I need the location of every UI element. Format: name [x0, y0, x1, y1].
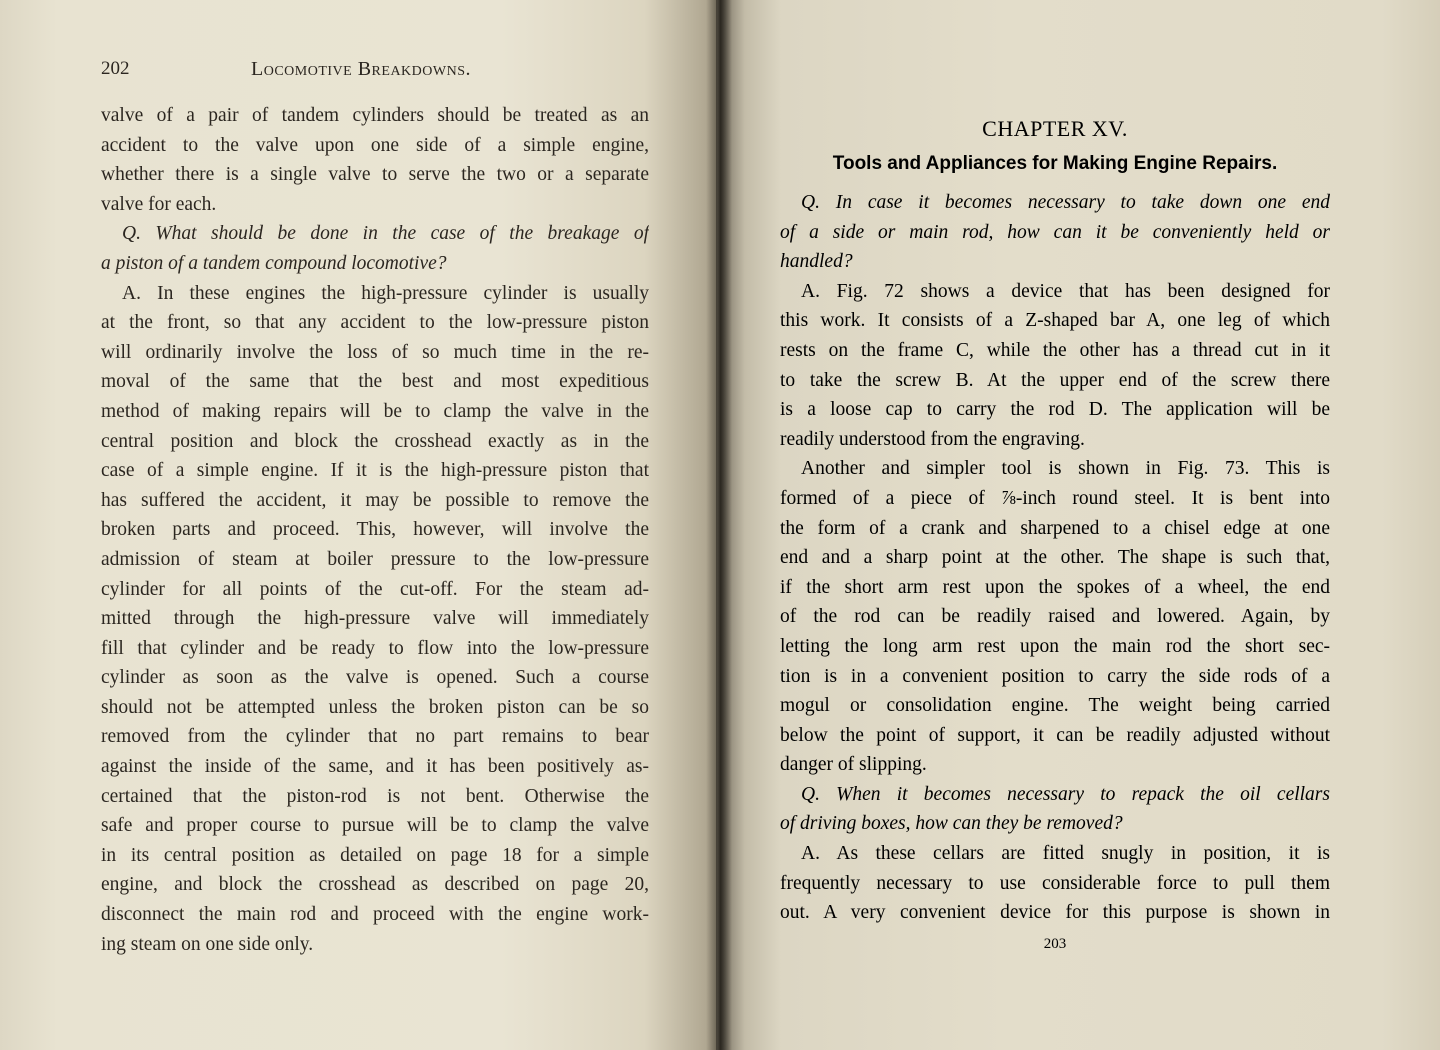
text-line: Q. When it becomes necessary to repack the oil cellars — [801, 783, 1330, 805]
text-line: has suffered the accident, it may be possible to remove the — [101, 489, 649, 511]
text-line: handled? — [780, 251, 853, 273]
text-line: case of a simple engine. If it is the high-pressure piston that — [101, 460, 649, 482]
text-line: mogul or consolidation engine. The weight being carried — [780, 695, 1330, 717]
running-head: Locomotive Breakdowns. — [251, 58, 471, 80]
text-line: A. Fig. 72 shows a device that has been designed for — [801, 280, 1330, 302]
text-line: should not be attempted unless the broken piston can be so — [101, 696, 649, 718]
text-line: formed of a piece of ⅞-inch round steel. It is bent into — [780, 487, 1330, 509]
text-line: end and a sharp point at the other. The shape is such that, — [780, 547, 1330, 569]
text-line: frequently necessary to use considerable force to pull them — [780, 872, 1330, 894]
text-line: Another and simpler tool is shown in Fig. 73. This is — [801, 458, 1330, 480]
text-line: letting the long arm rest upon the main rod the short sec- — [780, 635, 1330, 657]
text-line: fill that cylinder and be ready to flow into the low-pressure — [101, 637, 649, 659]
text-line: central position and block the crosshead exactly as in the — [101, 430, 649, 452]
text-line: is a loose cap to carry the rod D. The application will be — [780, 399, 1330, 421]
text-line: against the inside of the same, and it has been positively as- — [101, 756, 649, 778]
right-page-number: 203 — [1043, 936, 1067, 952]
text-line: tion is in a convenient position to carry the side rods of a — [780, 665, 1330, 687]
text-line: admission of steam at boiler pressure to the low-pressure — [101, 548, 649, 570]
text-line: at the front, so that any accident to the low-pressure piston — [101, 312, 649, 334]
text-line: valve for each. — [101, 193, 217, 215]
text-line: certained that the piston-rod is not bent. Otherwise the — [101, 785, 649, 807]
left-page-number: 202 — [101, 58, 130, 79]
text-line: of driving boxes, how can they be removed? — [780, 813, 1123, 835]
text-line: cylinder as soon as the valve is opened. Such a course — [101, 667, 649, 689]
left-page — [0, 0, 716, 1050]
text-line: A. In these engines the high-pressure cylinder is usually — [122, 282, 649, 304]
text-line: A. As these cellars are fitted snugly in position, it is — [801, 843, 1330, 865]
text-line: removed from the cylinder that no part remains to bear — [101, 726, 649, 748]
right-page-body — [780, 188, 1330, 928]
text-line: a piston of a tandem compound locomotive? — [101, 252, 447, 274]
text-line: whether there is a single valve to serve the two or a separate — [101, 164, 649, 186]
text-line: out. A very convenient device for this purpose is shown in — [780, 902, 1330, 924]
text-line: in its central position as detailed on page 18 for a simple — [101, 844, 649, 866]
text-line: this work. It consists of a Z-shaped bar A, one leg of which — [780, 310, 1330, 332]
text-line: readily understood from the engraving. — [780, 428, 1085, 450]
text-line: Q. What should be done in the case of the breakage of — [122, 223, 649, 245]
text-line: below the point of support, it can be readily adjusted without — [780, 724, 1330, 746]
text-line: if the short arm rest upon the spokes of a wheel, the end — [780, 576, 1330, 598]
text-line: safe and proper course to pursue will be to clamp the valve — [101, 815, 649, 837]
text-line: cylinder for all points of the cut-off. For the steam ad- — [101, 578, 649, 600]
text-line: accident to the valve upon one side of a simple engine, — [101, 134, 649, 156]
text-line: moval of the same that the best and most expeditious — [101, 371, 649, 393]
text-line: danger of slipping. — [780, 754, 927, 776]
text-line: will ordinarily involve the loss of so much time in the re- — [101, 341, 649, 363]
text-line: broken parts and proceed. This, however, will involve the — [101, 519, 649, 541]
book-gutter — [706, 0, 732, 1050]
text-line: disconnect the main rod and proceed with the engine work- — [101, 904, 649, 926]
text-line: rests on the frame C, while the other has a thread cut in it — [780, 339, 1330, 361]
section-title: Tools and Appliances for Making Engine Repairs. — [832, 153, 1278, 174]
left-page-header — [101, 58, 649, 84]
text-line: of the rod can be readily raised and lowered. Again, by — [780, 606, 1330, 628]
text-line: ing steam on one side only. — [101, 933, 314, 955]
chapter-title: CHAPTER XV. — [982, 116, 1128, 141]
left-page-body — [101, 101, 649, 959]
text-line: to take the screw B. At the upper end of the screw there — [780, 369, 1330, 391]
text-line: of a side or main rod, how can it be conveniently held or — [780, 221, 1330, 243]
text-line: engine, and block the crosshead as described on page 20, — [101, 874, 649, 896]
text-line: valve of a pair of tandem cylinders should be treated as an — [101, 105, 649, 126]
text-line: the form of a crank and sharpened to a chisel edge at one — [780, 517, 1330, 539]
text-line: mitted through the high-pressure valve will immediately — [101, 608, 649, 630]
text-line: Q. In case it becomes necessary to take down one end — [801, 192, 1330, 213]
text-line: method of making repairs will be to clamp the valve in the — [101, 400, 649, 422]
